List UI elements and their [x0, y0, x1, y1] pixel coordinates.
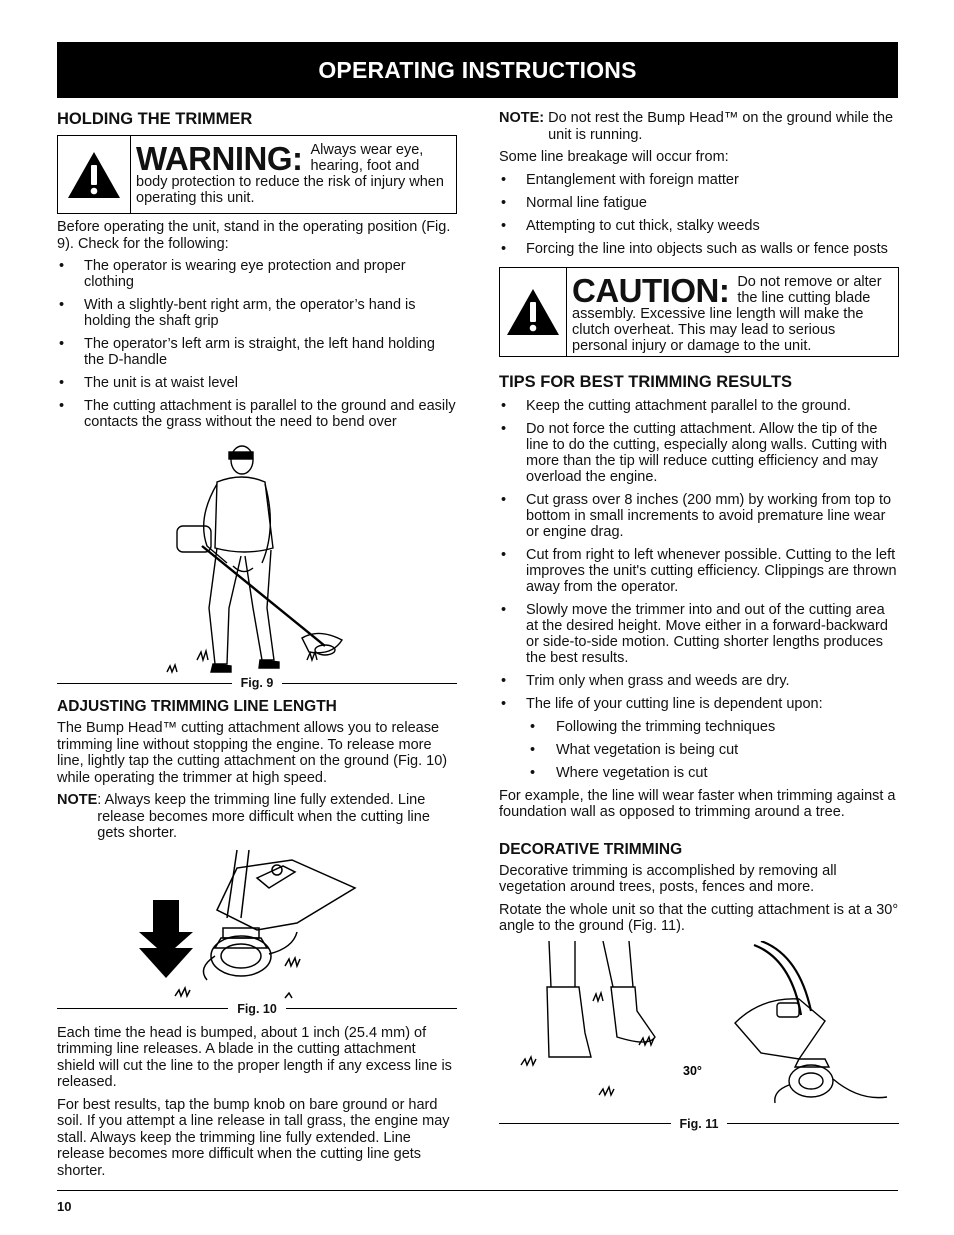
- checks-list: [57, 258, 457, 430]
- note-label: NOTE:: [499, 110, 545, 126]
- list-item: • With a slightly-bent right arm, the operator’s hand is holding the shaft grip: [57, 297, 457, 329]
- figure-10: [57, 848, 457, 1018]
- left-column: [57, 110, 457, 1185]
- angle-label: 30°: [683, 1063, 702, 1078]
- list-item: • Entanglement with foreign matter: [499, 172, 899, 188]
- holding-heading: HOLDING THE TRIMMER: [57, 110, 253, 128]
- warning-box: [57, 135, 457, 214]
- list-item: • Following the trimming techniques: [499, 719, 899, 735]
- holding-intro: Before operating the unit, stand in the operating position (Fig. 9). Check for the following:: [57, 219, 451, 252]
- tips-list: [499, 398, 899, 712]
- decorative-trimming-illustration: [499, 941, 899, 1111]
- list-item: • The operator’s left arm is straight, the left hand holding the D-handle: [57, 336, 457, 368]
- list-item: • Cut from right to left whenever possible. Cutting to the left improves the unit's cutting efficiency. Clippings are thrown away from the operator.: [499, 547, 899, 595]
- example-paragraph: For example, the line will wear faster when trimming against a foundation wall as opposed to trimming around a tree.: [499, 787, 896, 820]
- figure-rule: [286, 1008, 457, 1009]
- list-item: • Cut grass over 8 inches (200 mm) by working from top to bottom in small increments to avoid premature line wear or engine drag.: [499, 492, 899, 540]
- adjust-paragraph-2: Each time the head is bumped, about 1 inch (25.4 mm) of trimming line releases. A blade in the cutting attachment shield will cut the line to the proper length if any excess line is released.: [57, 1024, 452, 1090]
- adjust-heading: ADJUSTING TRIMMING LINE LENGTH: [57, 698, 337, 715]
- figure-rule: [57, 683, 232, 684]
- figure-rule: [57, 1008, 228, 1009]
- list-item: • Forcing the line into objects such as walls or fence posts: [499, 241, 899, 257]
- fig11-caption: Fig. 11: [679, 1116, 719, 1131]
- figure-rule: [727, 1123, 899, 1124]
- list-item: • What vegetation is being cut: [499, 742, 899, 758]
- fig10-caption: Fig. 10: [237, 1001, 277, 1016]
- note-text: : Always keep the trimming line fully extended. Line release becomes more difficult when the cutting line gets shorter.: [97, 792, 430, 841]
- page-number: 10: [57, 1199, 72, 1214]
- decor-heading: DECORATIVE TRIMMING: [499, 840, 683, 858]
- breakage-list: [499, 172, 899, 257]
- list-item: • Keep the cutting attachment parallel to the ground.: [499, 398, 899, 414]
- list-item: • Trim only when grass and weeds are dry.: [499, 673, 899, 689]
- list-item: • The life of your cutting line is dependent upon:: [499, 696, 899, 712]
- list-item: • Attempting to cut thick, stalky weeds: [499, 218, 899, 234]
- note-text: Do not rest the Bump Head™ on the ground while the unit is running.: [548, 110, 894, 143]
- footer-rule: [57, 1190, 898, 1191]
- warning-icon: [58, 136, 131, 213]
- figure-9: [57, 438, 457, 690]
- page-title: OPERATING INSTRUCTIONS: [318, 56, 637, 83]
- down-arrow-icon: [139, 900, 193, 978]
- figure-rule: [499, 1123, 671, 1124]
- warning-text: Always wear eye, hearing, foot and body protection to reduce the risk of injury when operating this unit.: [136, 142, 444, 206]
- section-banner: [57, 42, 898, 98]
- decor-paragraph-2: Rotate the whole unit so that the cutting attachment is at a 30° angle to the ground (Fig. 11).: [499, 901, 899, 934]
- list-item: • Where vegetation is cut: [499, 765, 899, 781]
- list-item: • The operator is wearing eye protection and proper clothing: [57, 258, 457, 290]
- right-column: [499, 110, 899, 1131]
- caution-label: CAUTION:: [572, 271, 730, 309]
- bump-head-illustration: [57, 848, 457, 1010]
- decor-paragraph-1: Decorative trimming is accomplished by removing all vegetation around trees, posts, fences and more.: [499, 862, 837, 895]
- rest-note: [499, 110, 899, 143]
- tips-heading: TIPS FOR BEST TRIMMING RESULTS: [499, 372, 793, 391]
- adjust-note: [57, 792, 457, 842]
- warning-label: WARNING:: [136, 140, 303, 177]
- caution-box: [499, 267, 899, 357]
- caution-text: Do not remove or alter the line cutting blade assembly. Excessive line length will make the clutch overheat. This may lead to serious personal injury or damage to the unit.: [572, 273, 882, 354]
- list-item: • Do not force the cutting attachment. Allow the tip of the line to do the cutting, especially along walls. Cutting with more than the tip will reduce cutting efficiency and may overload the engine.: [499, 421, 899, 485]
- list-item: • Slowly move the trimmer into and out of the cutting area at the desired height. Move either in a forward-backward or side-to-side motion. Cutting shorter lengths produces the best results.: [499, 602, 899, 666]
- life-factors-list: [499, 719, 899, 781]
- list-item: • Normal line fatigue: [499, 195, 899, 211]
- breakage-intro: Some line breakage will occur from:: [499, 149, 729, 165]
- fig9-caption: Fig. 9: [240, 676, 274, 690]
- figure-11: [499, 941, 899, 1131]
- caution-icon: [500, 268, 567, 356]
- adjust-paragraph-1: The Bump Head™ cutting attachment allows you to release trimming line without stopping the engine. To release more line, lightly tap the cutting attachment on the ground (Fig. 10) while operating the trimmer at high speed.: [57, 720, 448, 786]
- adjust-paragraph-3: For best results, tap the bump knob on bare ground or hard soil. If you attempt a line release in tall grass, the engine may stall. Always keep the trimming line fully extended. Line release becomes more difficult when the cutting line gets shorter.: [57, 1096, 450, 1179]
- note-label: NOTE: [57, 792, 98, 808]
- operator-illustration: [57, 438, 457, 684]
- list-item: • The unit is at waist level: [57, 375, 457, 391]
- list-item: • The cutting attachment is parallel to the ground and easily contacts the grass without the need to bend over: [57, 398, 457, 430]
- figure-rule: [282, 683, 457, 684]
